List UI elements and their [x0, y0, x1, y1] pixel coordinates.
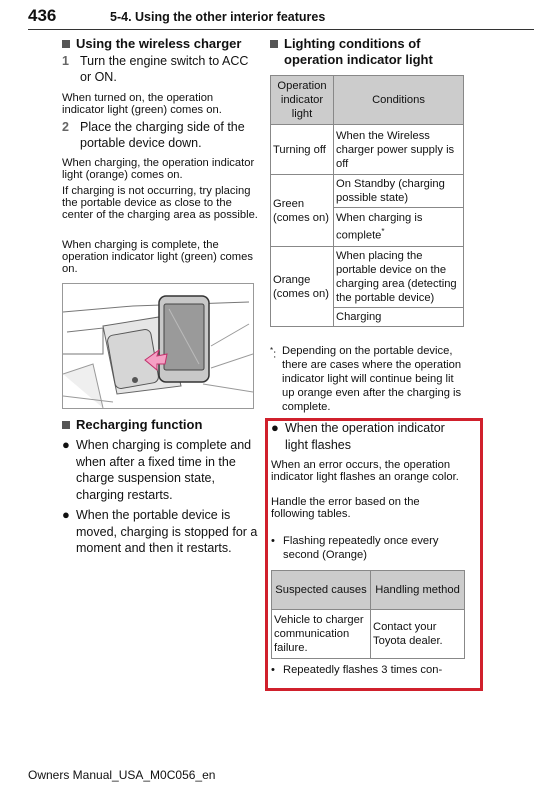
paragraph-not-charging: If charging is not occurring, try placing the portable device as close to the center of the charging area as possible. [62, 185, 258, 221]
table-row: Green (comes on) On Standby (charging possible state) [271, 175, 464, 208]
error-table [271, 570, 465, 659]
paragraph-charging: When charging, the operation indicator light (orange) comes on. [62, 157, 255, 181]
paragraph-turned-on: When turned on, the operation indicator light (green) comes on. [62, 92, 222, 116]
bullet-dot-icon: ● [271, 420, 279, 435]
table-header: Conditions [334, 76, 464, 125]
step-2: 2 Place the charging side of the portable device down. [62, 120, 245, 150]
list-item: • Flashing repeatedly once every second (Orange) [271, 535, 439, 561]
wireless-charger-heading: Using the wireless charger [62, 36, 258, 52]
square-bullet-icon [62, 421, 70, 429]
table-header: Suspected causes [272, 571, 371, 610]
bullet-dot-icon: ● [62, 437, 70, 452]
flash-heading: ● When the operation indicator light flashes [271, 420, 445, 452]
section-title: 5-4. Using the other interior features [110, 10, 326, 24]
table-row: Vehicle to charger communication failure. Contact your Toyota dealer. [272, 610, 465, 659]
square-bullet-icon [62, 40, 70, 48]
header-rule [28, 29, 534, 30]
table-row: Orange (comes on) When placing the portable device on the charging area (detecting the portable device) [271, 247, 464, 308]
lighting-conditions-heading: Lighting conditions of operation indicator light [270, 36, 470, 68]
indicator-conditions-table [270, 75, 464, 327]
wireless-charger-diagram [63, 284, 253, 408]
table-row: Charging [271, 308, 464, 327]
table-header: Handling method [371, 571, 465, 610]
footer: Owners Manual_USA_M0C056_en [28, 768, 216, 782]
list-item: ● When charging is complete and when after a fixed time in the charge suspension state, charging restarts. [62, 437, 252, 502]
page-number: 436 [28, 6, 57, 25]
flash-paragraph: Handle the error based on the following tables. [271, 496, 420, 520]
square-bullet-icon [270, 40, 278, 48]
recharging-heading: Recharging function [62, 417, 258, 433]
table-row: Turning off When the Wireless charger power supply is off [271, 125, 464, 175]
bullet-dot-icon: ● [62, 507, 70, 522]
table-row: When charging is complete* [271, 208, 464, 247]
flash-paragraph: When an error occurs, the operation indicator light flashes an orange color. [271, 459, 459, 483]
list-item: • Repeatedly flashes 3 times con- [271, 664, 443, 676]
table-header: Operation indicator light [271, 76, 334, 125]
list-item: ● When the portable device is moved, charging is stopped for a moment and then it restarts. [62, 507, 258, 555]
footnote: *: Depending on the portable device, there are cases where the operation indicator light will continue being lit up orange even after the charging is complete. [270, 345, 462, 413]
charger-illustration [62, 283, 254, 409]
step-1: 1 Turn the engine switch to ACC or ON. [62, 54, 249, 84]
paragraph-complete: When charging is complete, the operation indicator light (green) comes on. [62, 239, 253, 275]
